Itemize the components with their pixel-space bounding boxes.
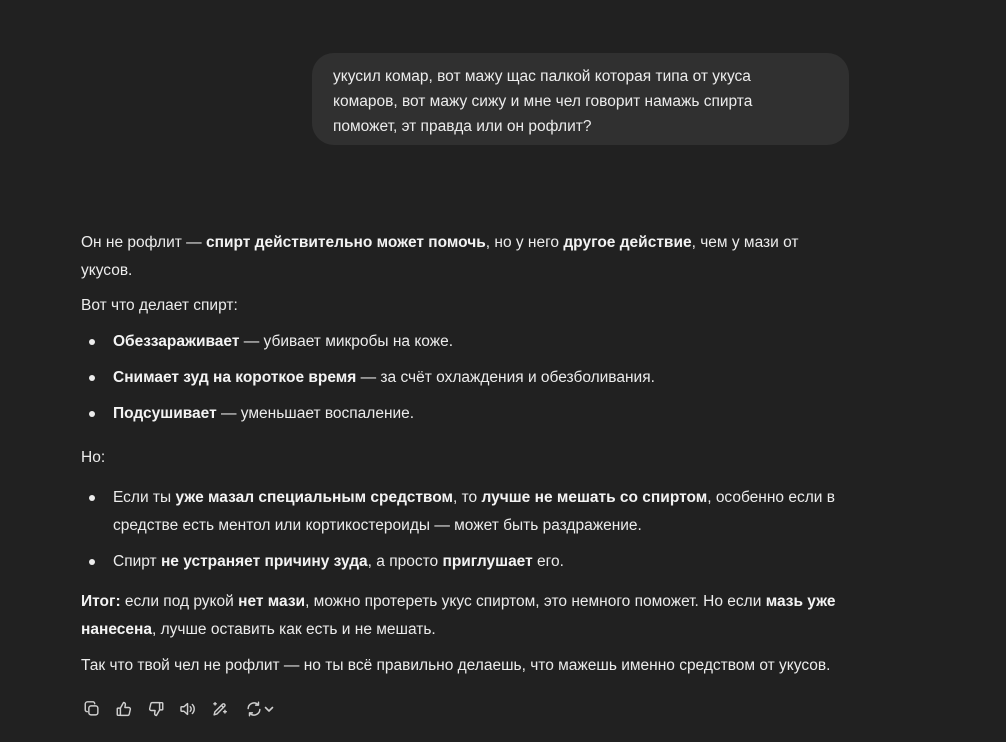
message-actions bbox=[81, 698, 287, 720]
copy-icon bbox=[83, 700, 101, 718]
bold-text: спирт действительно может помочь bbox=[205, 234, 486, 251]
good-response-button[interactable] bbox=[113, 698, 135, 720]
bold-text: уже мазал специальным средством bbox=[175, 489, 453, 506]
text-run: Если ты bbox=[113, 489, 176, 506]
text-run: если под рукой bbox=[120, 593, 239, 610]
read-aloud-icon bbox=[179, 700, 197, 718]
text-run: его. bbox=[532, 553, 564, 570]
text-run: — уменьшает воспаление. bbox=[216, 405, 415, 422]
text-run: Он не рофлит — bbox=[81, 234, 206, 251]
text-run: Спирт bbox=[113, 553, 161, 570]
bold-text: Итог: bbox=[81, 593, 121, 610]
bold-text: мазь уже нанесена bbox=[81, 593, 836, 638]
edit-canvas-icon bbox=[211, 700, 229, 718]
bold-text: Подсушивает bbox=[113, 405, 217, 422]
text-run: — убивает микробы на коже. bbox=[239, 333, 454, 350]
assistant-paragraph: Вот что делает спирт: bbox=[81, 297, 238, 314]
bold-text: Снимает зуд на короткое время bbox=[113, 369, 357, 386]
bold-text: нет мази bbox=[238, 593, 306, 610]
user-message-line: укусил комар, вот мажу щас палкой которая типа от укуса bbox=[333, 68, 751, 85]
assistant-paragraph bbox=[81, 229, 841, 285]
assistant-message bbox=[81, 229, 841, 680]
list-item bbox=[81, 400, 841, 428]
bold-text: не устраняет причину зуда bbox=[160, 553, 368, 570]
edit-in-canvas-button[interactable] bbox=[209, 698, 231, 720]
user-message-line: комаров, вот мажу сижу и мне чел говорит намажь спирта bbox=[333, 93, 753, 110]
list-item bbox=[81, 548, 841, 576]
bold-text: другое действие bbox=[563, 234, 692, 251]
chevron-down-icon bbox=[264, 704, 274, 714]
assistant-paragraph: Так что твой чел не рофлит — но ты всё правильно делаешь, что мажешь именно средством от укусов. bbox=[81, 657, 831, 674]
assistant-paragraph bbox=[81, 588, 841, 644]
list-item bbox=[81, 484, 841, 540]
bad-response-button[interactable] bbox=[145, 698, 167, 720]
text-run: , то bbox=[453, 489, 482, 506]
text-run: , но у него bbox=[485, 234, 564, 251]
copy-button[interactable] bbox=[81, 698, 103, 720]
text-run: , особенно если в средстве есть ментол или кортикостероиды — может быть раздражение. bbox=[113, 489, 835, 534]
list-item bbox=[81, 328, 841, 356]
text-run: , можно протереть укус спиртом, это немного поможет. Но если bbox=[305, 593, 766, 610]
text-run: — за счёт охлаждения и обезболивания. bbox=[356, 369, 655, 386]
text-run: , чем у мази от укусов. bbox=[81, 234, 799, 279]
thumbs-up-icon bbox=[115, 700, 133, 718]
bold-text: приглушает bbox=[442, 553, 533, 570]
thumbs-down-icon bbox=[147, 700, 165, 718]
assistant-paragraph: Но: bbox=[81, 449, 106, 466]
user-message-line: поможет, эт правда или он рофлит? bbox=[333, 118, 592, 135]
user-message-bubble bbox=[312, 53, 849, 145]
list-item bbox=[81, 364, 841, 392]
bullet-list bbox=[81, 484, 841, 576]
bullet-list bbox=[81, 328, 841, 428]
bold-text: Обеззараживает bbox=[113, 333, 240, 350]
regenerate-icon bbox=[245, 700, 263, 718]
bold-text: лучше не мешать со спиртом bbox=[481, 489, 708, 506]
text-run: , а просто bbox=[367, 553, 443, 570]
text-run: , лучше оставить как есть и не мешать. bbox=[151, 621, 436, 638]
regenerate-button[interactable] bbox=[241, 698, 277, 720]
read-aloud-button[interactable] bbox=[177, 698, 199, 720]
